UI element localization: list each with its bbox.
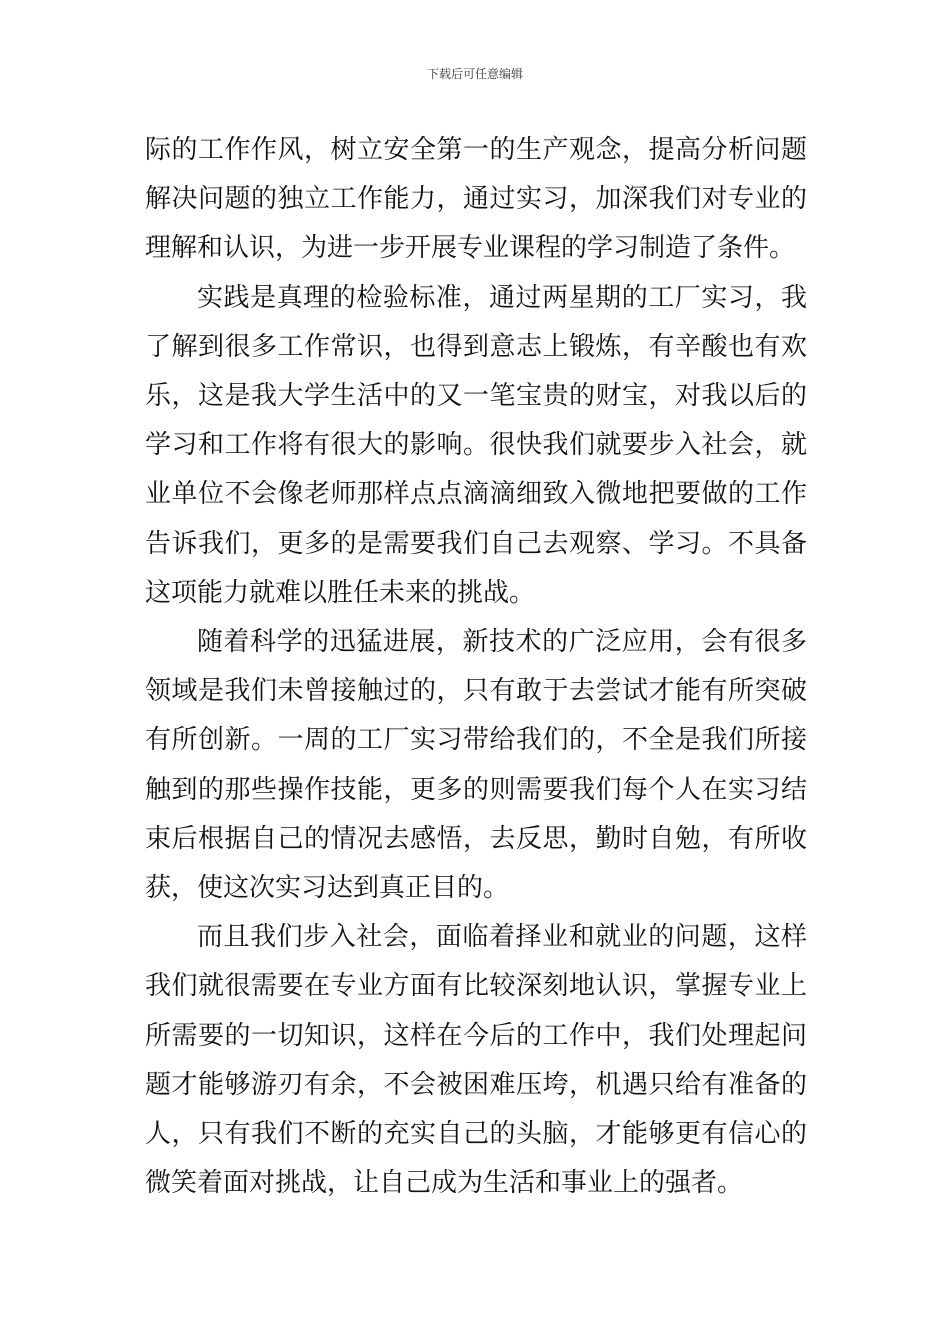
- paragraph-technology: 随着科学的迅猛进展，新技术的广泛应用，会有很多领域是我们未曾接触过的，只有敢于去尝试才能有所突破有所创新。一周的工厂实习带给我们的，不全是我们所接触到的那些操作技能，更多的则需要我们每个人在实习结束后根据自己的情况去感悟，去反思，勤时自勉，有所收获，使这次实习达到真正目的。: [145, 627, 807, 904]
- paragraph-continued: 际的工作作风，树立安全第一的生产观念，提高分析问题解决问题的独立工作能力，通过实习，加深我们对专业的理解和认识，为进一步开展专业课程的学习制造了条件。: [145, 135, 807, 264]
- header-note: 下载后可任意编辑: [426, 67, 523, 81]
- paragraph-practice: 实践是真理的检验标准，通过两星期的工厂实习，我了解到很多工作常识，也得到意志上锻炼，有辛酸也有欢乐，这是我大学生活中的又一笔宝贵的财宝，对我以后的学习和工作将有很大的影响。很快我们就要步入社会，就业单位不会像老师那样点点滴滴细致入微地把要做的工作告诉我们，更多的是需要我们自己去观察、学习。不具备这项能力就难以胜任未来的挑战。: [145, 282, 807, 608]
- document-body: [145, 126, 807, 1208]
- paragraph-society: 而且我们步入社会，面临着择业和就业的问题，这样我们就很需要在专业方面有比较深刻地认识，掌握专业上所需要的一切知识，这样在今后的工作中，我们处理起问题才能够游刃有余，不会被困难压垮，机遇只给有准备的人，只有我们不断的充实自己的头脑，才能够更有信心的微笑着面对挑战，让自己成为生活和事业上的强者。: [145, 922, 807, 1199]
